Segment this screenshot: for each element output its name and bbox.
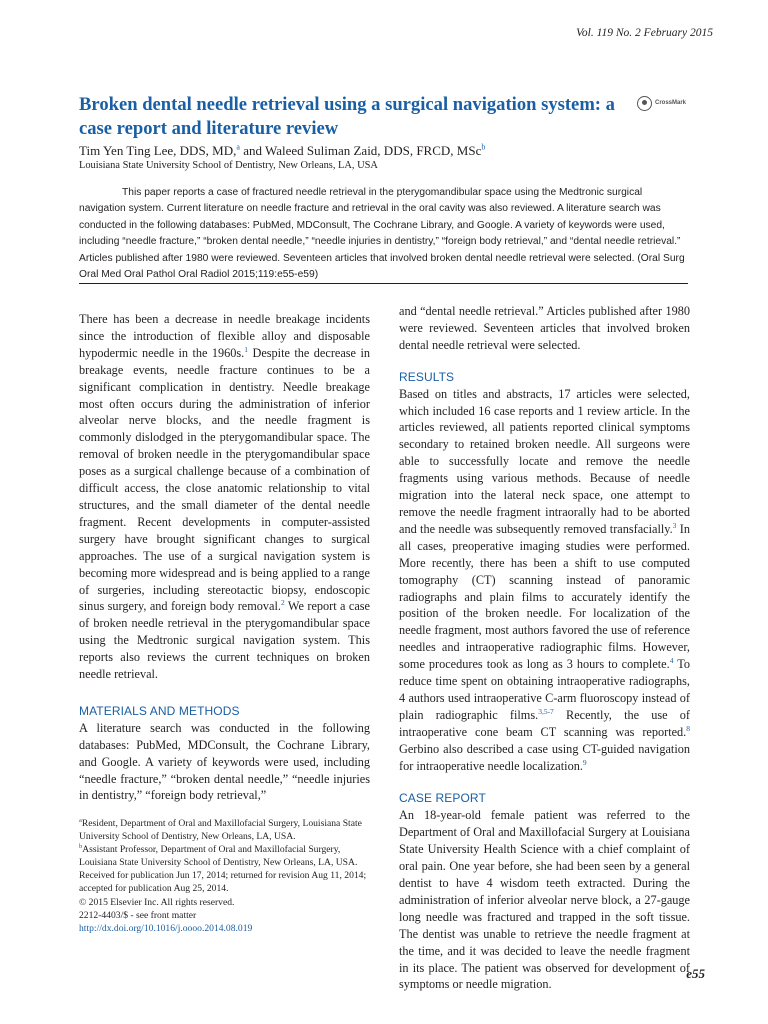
journal-issue-line: Vol. 119 No. 2 February 2015 xyxy=(576,27,713,39)
footnote-a xyxy=(79,817,370,843)
citation-ref[interactable]: 3 xyxy=(672,520,677,530)
footnote-marker: a xyxy=(79,816,82,824)
crossmark-label: CrossMark xyxy=(655,100,687,106)
abstract-text: This paper reports a case of fractured needle retrieval in the pterygomandibular space using the Medtronic surgical navigation system. Current literature on needle fracture and retrieval in the oral cavity was also reviewed. A literature search was conducted in the following databases: PubMed, MDConsult, The Cochrane Library, and Google. A variety of keywords were used, including “needle fracture,” “broken dental needle,” “needle injuries in dentistry,” “foreign body retrieval,” and “dental needle retrieval.” Articles published after 1980 were reviewed. Seventeen articles that involved broken dental needle retrieval were selected. (Oral Surg Oral Med Oral Pathol Oral Radiol 2015;119:e55-e59) xyxy=(79,187,685,281)
column-left xyxy=(79,311,370,804)
body-text: Based on titles and abstracts, 17 articles were selected, which included 16 case reports and 1 review article. In the articles reviewed, all patients reported clinical symptoms secondary to retained broken needle. All surgeons were able to successfully locate and remove the needle fragments using various methods. Because of needle migration into the lateral neck space, one attempt to remove the needle fragment intraorally had to be aborted and the needle was subsequently removed transfacially. xyxy=(399,386,690,536)
citation-ref[interactable]: 3,5-7 xyxy=(538,706,554,716)
body-text: In all cases, preoperative imaging studies were performed. More recently, there has been a shift to use computed tomography (CT) scanning instead of panoramic radiographs and plain films to accurately identify the position of the broken needle. For localization of the needle fragment, most authors favored the use of reference needles and intraoperative radiographic films. However, some procedures took as long as 3 hours to complete. xyxy=(399,521,690,672)
abstract xyxy=(79,185,688,283)
methods-paragraph: A literature search was conducted in the following databases: PubMed, MDConsult, the Cochrane Library, and Google. A variety of keywords were used, including “needle fracture,” “broken dental needle,” “needle injuries in dentistry,” “foreign body retrieval,” xyxy=(79,720,370,803)
citation-ref[interactable]: 4 xyxy=(669,656,674,666)
footnote-text: Assistant Professor, Department of Oral and Maxillofacial Surgery, Louisiana State University School of Dentistry, New Orleans, LA, USA. xyxy=(79,844,358,869)
body-text: Gerbino also described a case using CT-guided navigation for intraoperative needle localization. xyxy=(399,741,690,773)
citation-ref[interactable]: 9 xyxy=(582,757,587,767)
author-line xyxy=(79,143,485,159)
section-heading-methods: MATERIALS AND METHODS xyxy=(79,703,240,718)
citation-ref[interactable]: 2 xyxy=(280,598,285,608)
body-text: We report a case of broken needle retrieval in the pterygomandibular space using the Medtronic surgical navigation system. This reports also reviews the current techniques on broken needle retrieval. xyxy=(79,599,370,682)
author-name: Tim Yen Ting Lee, DDS, MD, xyxy=(79,143,237,158)
body-text: To reduce time spent on obtaining intraoperative radiographs, 4 authors used intraoperative C-arm fluoroscopy instead of plain radiographic films. xyxy=(399,657,690,722)
body-text: Recently, the use of intraoperative cone beam CT scanning was reported. xyxy=(399,707,691,739)
footnote-marker: b xyxy=(79,843,83,850)
page-number: e55 xyxy=(686,966,705,981)
author-affiliation-marker[interactable]: a xyxy=(236,142,240,152)
results-paragraph xyxy=(399,386,690,775)
body-text: Despite the decrease in breakage events, needle fracture continues to be a significant complication in dentistry. Needle breakage most often occurs during the administration of inferior alveolar nerve blocks, and the needle fragment is commonly dislodged in the pterygomandibular space. The removal of broken needle in the pterygomandibular space poses as a surgical challenge because of a combination of difficult access, the close anatomic relationship to vital structures, and the small diameter of the dental needle fragment. Recent developments in computer-assisted surgery have brought significant changes to surgical approaches. The use of a surgical navigation system is becoming more widespread and is being applied to a range of surgeries, including stereotactic biopsy, endoscopic sinus surgery, and foreign body removal. xyxy=(79,345,370,614)
article-title: Broken dental needle retrieval using a surgical navigation system: a case report and literature review xyxy=(79,94,615,139)
received-dates: Received for publication Jun 17, 2014; returned for revision Aug 11, 2014; accepted for publication Aug 25, 2014. xyxy=(79,870,367,895)
copyright: © 2015 Elsevier Inc. All rights reserved. xyxy=(79,896,235,908)
citation-ref[interactable]: 8 xyxy=(686,723,690,733)
doi-link[interactable]: http://dx.doi.org/10.1016/j.oooo.2014.08.019 xyxy=(79,922,253,934)
body-text: There has been a decrease in needle breakage incidents since the introduction of flexible alloy and disposable hypodermic needle in the 1960s. xyxy=(79,312,370,360)
author-affiliation-marker[interactable]: b xyxy=(481,142,486,152)
crossmark-badge[interactable] xyxy=(637,94,693,112)
case-report-paragraph: An 18-year-old female patient was referred to the Department of Oral and Maxillofacial Surgery at Louisiana State University Health Science with a chief complaint of oral pain. One year before, she had been seen by a general dentist to have 4 wisdom teeth extracted. During the administration of inferior alveolar nerve block, a 27-gauge long needle was fractured and trapped in the soft tissue. The dentist was unable to retrieve the needle fragment at the time, and it was decided to leave the needle fragment in its place. The patient was observed for development of symptoms or needle migration. xyxy=(399,808,690,992)
footnote-b xyxy=(79,843,370,869)
citation-ref[interactable]: 1 xyxy=(244,344,249,354)
section-heading-case-report: CASE REPORT xyxy=(399,791,486,806)
divider xyxy=(79,283,688,284)
crossmark-icon xyxy=(637,96,652,111)
methods-paragraph-continued: and “dental needle retrieval.” Articles published after 1980 were reviewed. Seventeen articles that involved broken dental needle retrieval were selected. xyxy=(399,304,690,352)
affiliation: Louisiana State University School of Dentistry, New Orleans, LA, USA xyxy=(79,160,378,171)
footnotes xyxy=(79,817,370,935)
introduction-paragraph xyxy=(79,311,370,683)
footnote-text: Resident, Department of Oral and Maxillofacial Surgery, Louisiana State University School of Dentistry, New Orleans, LA, USA. xyxy=(79,818,362,843)
author-name: Waleed Suliman Zaid, DDS, FRCD, MSc xyxy=(265,143,482,158)
issn: 2212-4403/$ - see front matter xyxy=(79,909,197,921)
author-conjunction: and xyxy=(239,143,265,158)
column-right xyxy=(399,303,690,993)
section-heading-results: RESULTS xyxy=(399,369,455,384)
